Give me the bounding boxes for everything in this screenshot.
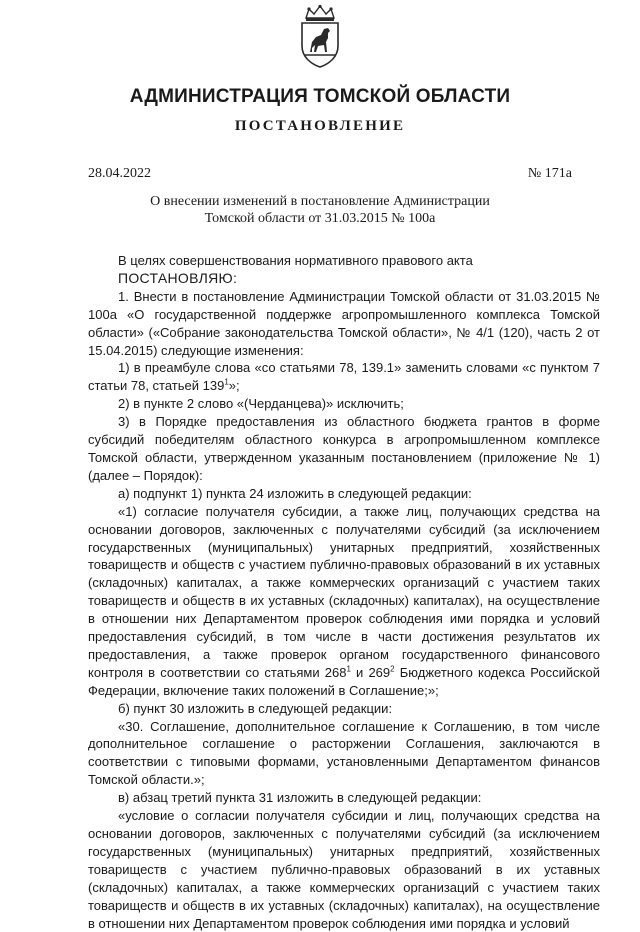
body-paragraph: 3) в Порядке предоставления из областного бюджета грантов в форме субсидий победителям областного конкурса в агропромышленном комплексе Томской области, утвержденном указанным постановлением (приложение № 1) (далее – Порядок): bbox=[88, 414, 600, 483]
superscript: 2 bbox=[390, 664, 395, 674]
document-number: № 171а bbox=[527, 166, 572, 181]
body-paragraph: в) абзац третий пункта 31 изложить в следующей редакции: bbox=[118, 790, 482, 806]
body-paragraph: а) подпункт 1) пункта 24 изложить в следующей редакции: bbox=[118, 485, 472, 501]
superscript: 1 bbox=[224, 378, 229, 388]
text-run: 1) в преамбуле слова «со статьями 78, 139.1» заменить словами «с пунктом 7 статьи 78, статьей 139 bbox=[88, 360, 600, 394]
text-run: Бюджетного кодекса Российской Федерации, включение таких положений в Соглашение;»; bbox=[88, 664, 600, 698]
body-paragraph: «30. Соглашение, дополнительное соглашение к Соглашению, в том числе дополнительное соглашение о расторжении Соглашения, заключаются в соответствии с типовыми формами, установленными Департаментом финансов Томской области.»; bbox=[88, 718, 600, 788]
document-date: 28.04.2022 bbox=[88, 166, 151, 181]
text-run: и 269 bbox=[350, 664, 391, 680]
document-type-heading: ПОСТАНОВЛЕНИЕ bbox=[234, 118, 406, 134]
body-paragraph: «условие о согласии получателя субсидии и лиц, получающих средства на основании договоров, заключенных с получателями субсидий (за исключением государственных (муниципальных) унитарных предприятий, хозяйственных товариществ с участием публично-правовых образований в их уставных (складочных) капиталах, а также коммерческих организаций с участием таких товариществ и обществ в их уставных (складочных) капиталах), на осуществление в отношении них Департаментом проверок соблюдения ими порядка и условий bbox=[88, 808, 600, 931]
coat-of-arms-icon bbox=[297, 4, 343, 68]
document-subject bbox=[0, 193, 640, 227]
organization-title: АДМИНИСТРАЦИЯ ТОМСКОЙ ОБЛАСТИ bbox=[129, 86, 511, 107]
body-paragraph bbox=[88, 359, 600, 395]
document-body bbox=[88, 252, 600, 932]
subject-line: О внесении изменений в постановление Администрации bbox=[150, 194, 490, 209]
text-run: »; bbox=[228, 378, 240, 394]
text-run: «1) согласие получателя субсидии, а также лиц, получающих средства на основании договоров, заключенных с получателями субсидий (за исключением государственных (муниципальных) унитарных предприятий, хозяйственных товариществ и обществ с участием публично-правовых образований в их уставных (складочных) капиталах, а также коммерческих организаций с участием таких товариществ и обществ в их уставных (складочных) капиталах), на осуществление в отношении них Департаментом проверок соблюдения ими порядка и условий предоставления субсидий, в том числе в части достижения результатов их предоставления, а также проверок органом государственного финансового контроля в соответствии со статьями 268 bbox=[88, 503, 600, 680]
subject-line: Томской области от 31.03.2015 № 100а bbox=[204, 211, 436, 226]
resolution-word: ПОСТАНОВЛЯЮ: bbox=[118, 269, 238, 286]
body-paragraph: 2) в пункте 2 слово «(Черданцева)» исключить; bbox=[118, 396, 404, 412]
body-paragraph: 1. Внести в постановление Администрации Томской области от 31.03.2015 № 100а «О государственной поддержке агропромышленного комплекса Томской области» («Собрание законодательства Томской области», № 4/1 (120), часть 2 от 15.04.2015) следующие изменения: bbox=[88, 288, 600, 358]
preamble-paragraph: В целях совершенствования нормативного правового акта bbox=[118, 253, 473, 268]
body-paragraph: б) пункт 30 изложить в следующей редакции: bbox=[118, 700, 393, 716]
body-paragraph bbox=[88, 503, 600, 700]
superscript: 1 bbox=[346, 664, 351, 674]
